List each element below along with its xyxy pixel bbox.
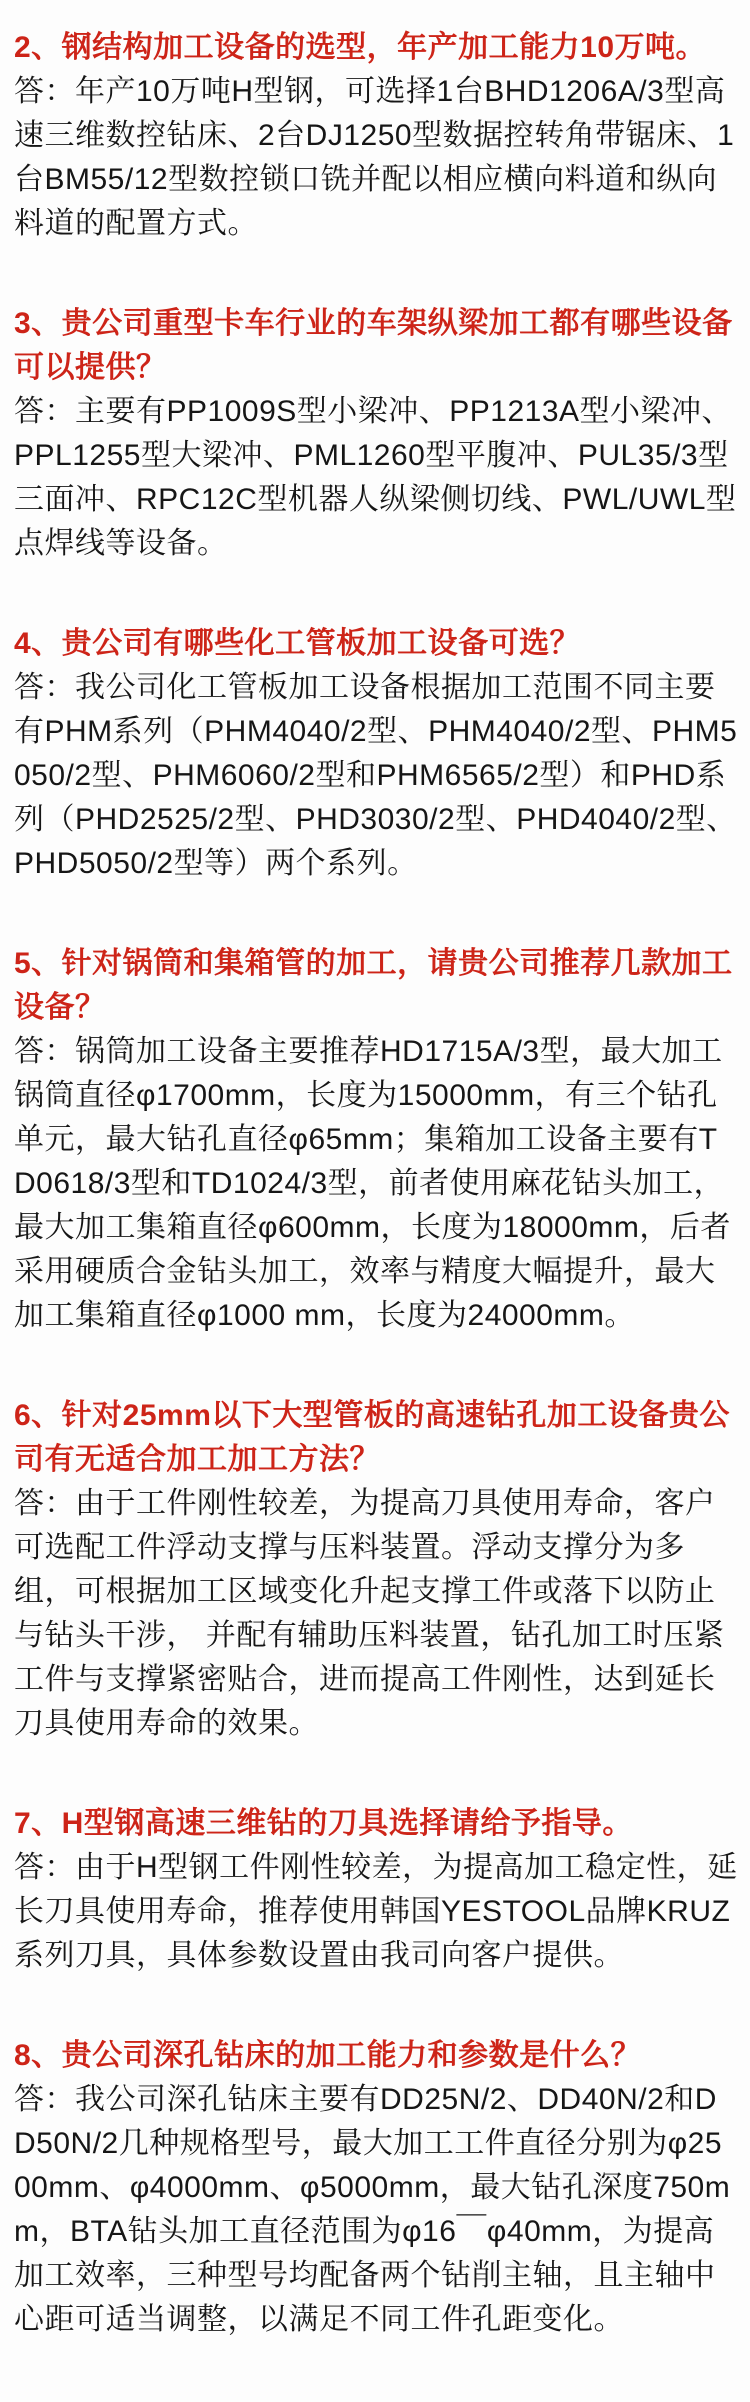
- question-heading: 2、钢结构加工设备的选型，年产加工能力10万吨。: [14, 31, 707, 64]
- answer-paragraph: 答：年产10万吨H型钢，可选择1台BHD1206A/3型高速三维数控钻床、2台DJ1250型数据控转角带锯床、1台BM55/12型数控锁口铣并配以相应横向料道和纵向料道的配置方式。: [14, 75, 735, 240]
- faq-section: [14, 622, 738, 886]
- faq-section: [14, 302, 738, 566]
- answer-paragraph: 答：我公司化工管板加工设备根据加工范围不同主要有PHM系列（PHM4040/2型、PHM4040/2型、PHM5050/2型、PHM6060/2型和PHM6565/2型）和PHD系列（PHD2525/2型、PHD3030/2型、PHD4040/2型、PHD5050/2型等）两个系列。: [14, 671, 738, 880]
- faq-section: [14, 26, 738, 246]
- answer-paragraph: 答：我公司深孔钻床主要有DD25N/2、DD40N/2和DD50N/2几种规格型号，最大加工工件直径分别为φ2500mm、φ4000mm、φ5000mm，最大钻孔深度750mm，BTA钻头加工直径范围为φ16￣φ40mm，为提高加工效率，三种型号均配备两个钻削主轴，且主轴中心距可适当调整，以满足不同工件孔距变化。: [14, 2083, 731, 2336]
- faq-section: [14, 942, 738, 1338]
- faq-section: [14, 1802, 738, 1978]
- answer-paragraph: 答：由于H型钢工件刚性较差，为提高加工稳定性，延长刀具使用寿命，推荐使用韩国YESTOOL品牌KRUZ系列刀具，具体参数设置由我司向客户提供。: [14, 1851, 738, 1972]
- question-heading: 4、贵公司有哪些化工管板加工设备可选？: [14, 627, 581, 660]
- question-heading: 3、贵公司重型卡车行业的车架纵梁加工都有哪些设备可以提供？: [14, 307, 733, 384]
- faq-section: [14, 2034, 738, 2342]
- faq-section: [14, 1394, 738, 1746]
- question-heading: 5、针对锅筒和集箱管的加工，请贵公司推荐几款加工设备？: [14, 947, 733, 1024]
- answer-paragraph: 答：锅筒加工设备主要推荐HD1715A/3型，最大加工锅筒直径φ1700mm，长度为15000mm，有三个钻孔单元，最大钻孔直径φ65mm；集箱加工设备主要有TD0618/3型和TD1024/3型，前者使用麻花钻头加工，最大加工集箱直径φ600mm，长度为18000mm，后者采用硬质合金钻头加工，效率与精度大幅提升，最大加工集箱直径φ1000 mm，长度为24000mm。: [14, 1035, 731, 1332]
- question-heading: 7、H型钢高速三维钻的刀具选择请给予指导。: [14, 1807, 633, 1840]
- question-heading: 6、针对25mm以下大型管板的高速钻孔加工设备贵公司有无适合加工加工方法？: [14, 1399, 730, 1476]
- answer-paragraph: 答：由于工件刚性较差，为提高刀具使用寿命，客户可选配工件浮动支撑与压料装置。浮动支撑分为多组，可根据加工区域变化升起支撑工件或落下以防止与钻头干涉， 并配有辅助压料装置，钻孔加工时压紧工件与支撑紧密贴合，进而提高工件刚性，达到延长刀具使用寿命的效果。: [14, 1487, 725, 1740]
- answer-paragraph: 答：主要有PP1009S型小梁冲、PP1213A型小梁冲、PPL1255型大梁冲、PML1260型平腹冲、PUL35/3型三面冲、RPC12C型机器人纵梁侧切线、PWL/UWL型点焊线等设备。: [14, 395, 737, 560]
- question-heading: 8、贵公司深孔钻床的加工能力和参数是什么？: [14, 2039, 642, 2072]
